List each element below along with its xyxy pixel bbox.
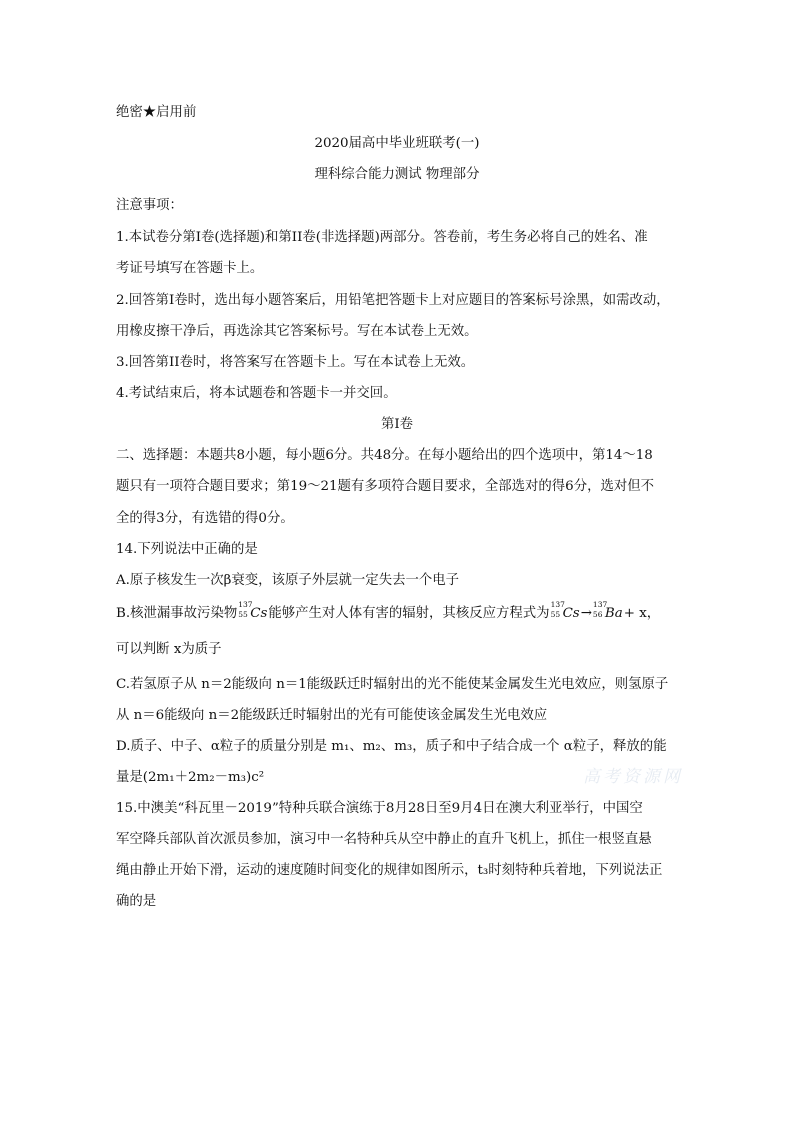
notes-heading: 注意事项： xyxy=(116,198,183,213)
reaction-arrow: → xyxy=(580,606,592,621)
q14-option-c-line-2: 从 n＝6能级向 n＝2能级跃迁时辐射出的光有可能使该金属发生光电效应 xyxy=(116,708,548,723)
cs-mass-number: 137 xyxy=(238,600,253,609)
q14-option-b xyxy=(116,600,696,624)
ba-mass-number: 137 xyxy=(592,600,608,609)
q14-b-prefix: B.核泄漏事故污染物 xyxy=(116,606,238,621)
exam-subtitle: 理科综合能力测试 物理部分 xyxy=(314,167,480,182)
q14-stem: 14.下列说法中正确的是 xyxy=(116,542,258,557)
cs-symbol: Cs xyxy=(562,606,580,621)
q14-b-plus-x: + x， xyxy=(623,606,661,621)
confidential-label: 绝密★启用前 xyxy=(116,105,197,120)
section-intro-line-3: 全的得3分，有选错的得0分。 xyxy=(116,511,294,526)
q15-line-3: 绳由静止开始下滑，运动的速度随时间变化的规律如图所示，t₃时刻特种兵着地，下列说法正 xyxy=(116,863,663,878)
note-1-line-1: 1.本试卷分第I卷(选择题)和第II卷(非选择题)两部分。答卷前，考生务必将自己的姓名、准 xyxy=(116,230,648,245)
q15-line-1: 15.中澳美“科瓦里－2019”特种兵联合演练于8月28日至9月4日在澳大利亚举行，中国空 xyxy=(116,801,643,816)
exam-title: 2020届高中毕业班联考(一) xyxy=(314,136,480,151)
cs-isotope-1 xyxy=(238,600,268,624)
cs-atomic-number: 55 xyxy=(550,610,561,619)
ba-isotope xyxy=(592,600,623,624)
cs-isotope-2 xyxy=(550,600,580,624)
q14-option-c-line-1: C.若氢原子从 n＝2能级向 n＝1能级跃迁时辐射出的光不能使某金属发生光电效应，则氢原子 xyxy=(116,677,669,692)
q14-option-b-line-2: 可以判断 x为质子 xyxy=(116,642,222,657)
q14-b-middle: 能够产生对人体有害的辐射，其核反应方程式为 xyxy=(268,606,550,621)
q14-option-d-line-1: D.质子、中子、α粒子的质量分别是 m₁、m₂、m₃，质子和中子结合成一个 α粒子，释放的能 xyxy=(116,739,667,754)
note-4: 4.考试结束后，将本试题卷和答题卡一并交回。 xyxy=(116,386,397,401)
note-2-line-1: 2.回答第I卷时，选出每小题答案后，用铅笔把答题卡上对应题目的答案标号涂黑，如需改动， xyxy=(116,293,670,308)
q15-line-4: 确的是 xyxy=(116,894,157,909)
watermark: 高考资源网 xyxy=(583,767,683,787)
ba-symbol: Ba xyxy=(604,606,623,621)
ba-atomic-number: 56 xyxy=(592,610,603,619)
section-intro-line-1: 二、选择题：本题共8小题，每小题6分。共48分。在每小题给出的四个选项中，第14～18 xyxy=(116,448,653,463)
section-intro-line-2: 题只有一项符合题目要求；第19～21题有多项符合题目要求，全部选对的得6分，选对但不 xyxy=(116,479,655,494)
q15-line-2: 军空降兵部队首次派员参加，演习中一名特种兵从空中静止的直升飞机上，抓住一根竖直悬 xyxy=(116,832,652,847)
section-title: 第I卷 xyxy=(380,417,414,432)
cs-symbol: Cs xyxy=(250,606,268,621)
note-2-line-2: 用橡皮擦干净后，再选涂其它答案标号。写在本试卷上无效。 xyxy=(116,324,478,339)
q14-option-d-line-2: 量是(2m₁＋2m₂－m₃)c² xyxy=(116,770,265,785)
cs-atomic-number: 55 xyxy=(238,610,248,619)
note-3: 3.回答第II卷时，将答案写在答题卡上。写在本试卷上无效。 xyxy=(116,355,475,370)
q14-option-a: A.原子核发生一次β衰变，该原子外层就一定失去一个电子 xyxy=(116,573,460,588)
cs-mass-number: 137 xyxy=(550,600,565,609)
note-1-line-2: 考证号填写在答题卡上。 xyxy=(116,261,264,276)
